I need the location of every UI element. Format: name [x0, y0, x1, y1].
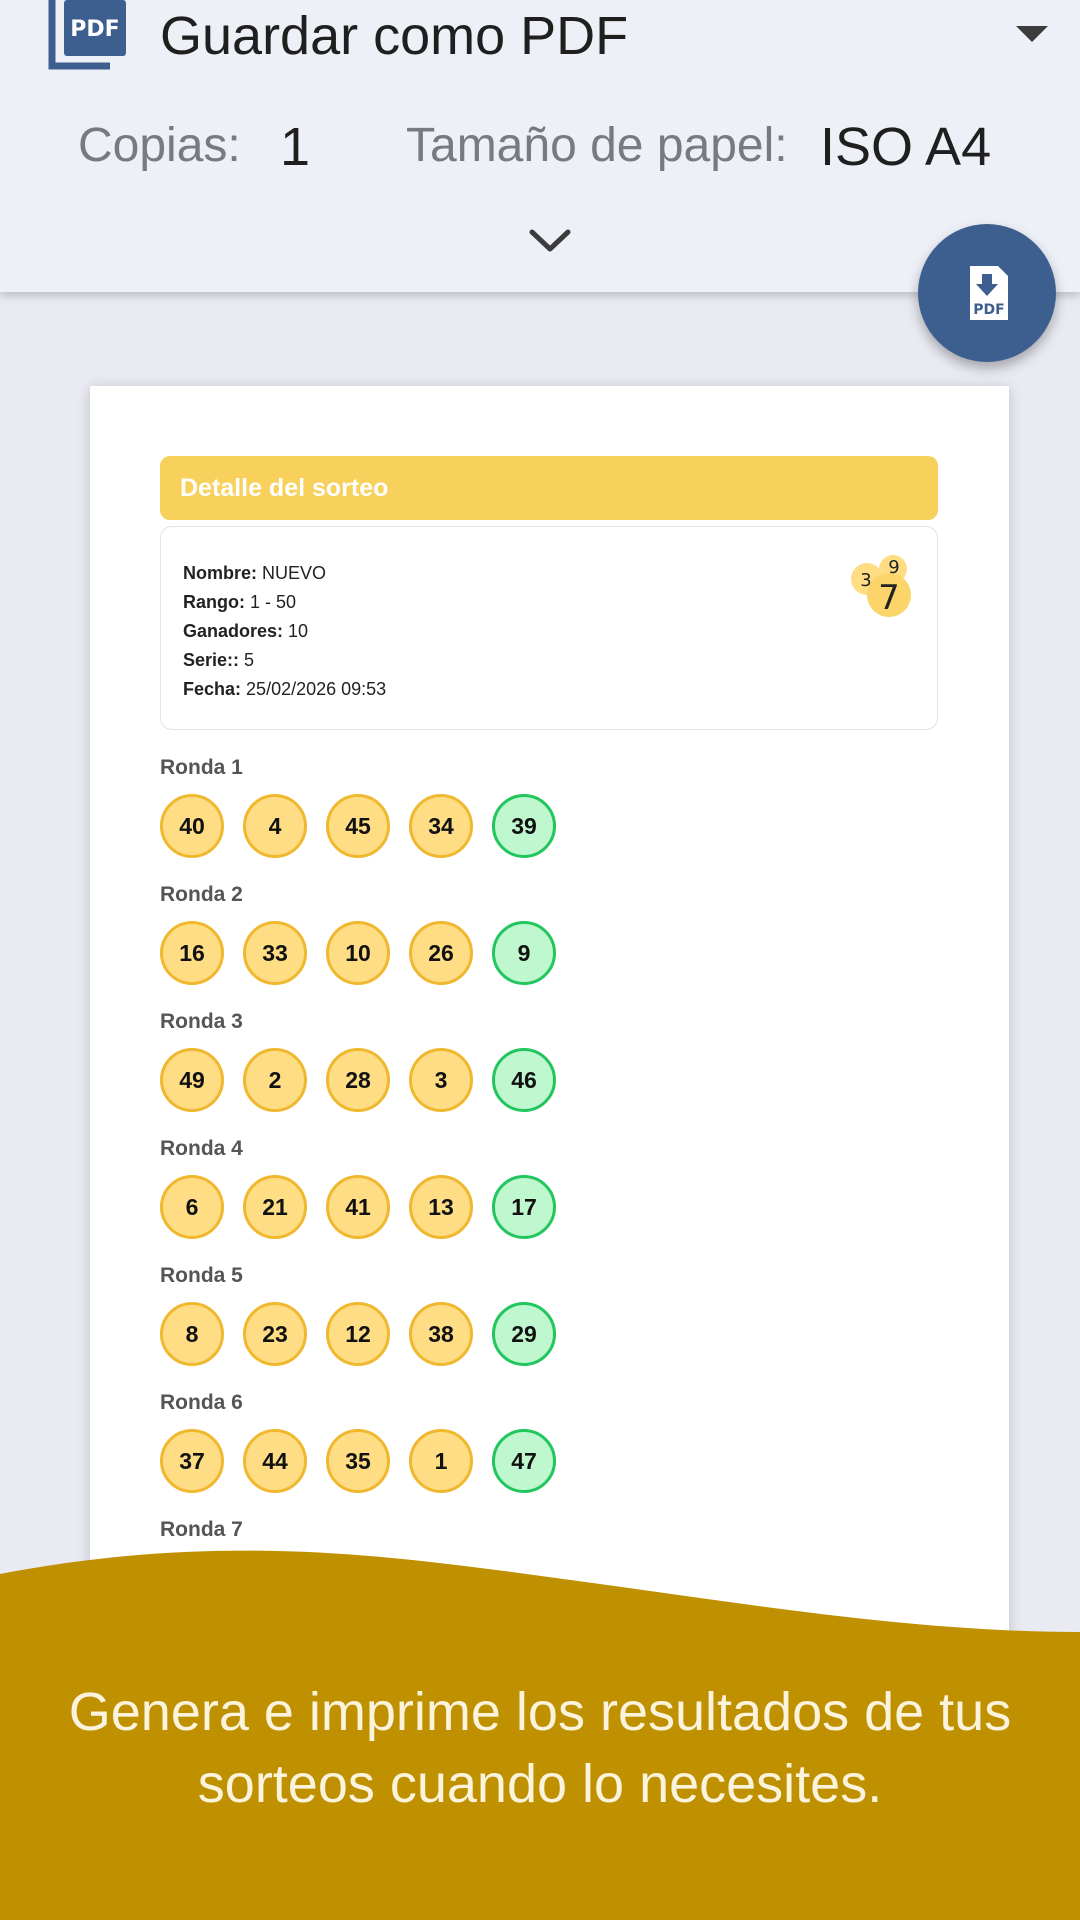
destination-select[interactable]: Guardar como PDF [160, 6, 629, 66]
info-row-series: Serie:: 5 [183, 650, 255, 670]
number-ball: 4 [243, 794, 307, 858]
series-ball: 9 [492, 921, 556, 985]
number-ball: 23 [243, 1302, 307, 1366]
svg-text:9: 9 [888, 557, 900, 578]
lottery-balls-logo-icon [845, 553, 917, 617]
info-row-range: Rango: 1 - 50 [183, 592, 297, 612]
number-ball: 44 [243, 1429, 307, 1493]
info-row-name: Nombre: NUEVO [183, 563, 327, 583]
svg-text:PDF: PDF [973, 302, 1005, 318]
round-label: Ronda 1 [160, 756, 243, 779]
series-ball: 17 [492, 1175, 556, 1239]
info-card [160, 526, 938, 730]
number-ball: 1 [409, 1429, 473, 1493]
round-label: Ronda 5 [160, 1264, 243, 1287]
number-ball: 21 [243, 1175, 307, 1239]
pdf-file-icon [48, 0, 130, 74]
series-ball: 47 [492, 1429, 556, 1493]
number-ball: 8 [160, 1302, 224, 1366]
series-ball: 39 [492, 794, 556, 858]
series-ball: 46 [492, 1048, 556, 1112]
round-label: Ronda 2 [160, 883, 243, 906]
chevron-down-icon[interactable] [528, 228, 572, 254]
pdf-download-icon [958, 264, 1016, 322]
round-label: Ronda 3 [160, 1010, 243, 1033]
svg-text:PDF: PDF [70, 17, 120, 42]
number-ball: 41 [326, 1175, 390, 1239]
number-ball: 34 [409, 794, 473, 858]
caret-down-icon[interactable] [1016, 26, 1048, 42]
svg-text:3: 3 [860, 570, 872, 591]
promo-caption: Genera e imprime los resultados de tus sorteos cuando lo necesites. [68, 1682, 1012, 1814]
number-ball: 45 [326, 794, 390, 858]
number-ball: 49 [160, 1048, 224, 1112]
document-preview-page[interactable] [90, 386, 1009, 1666]
number-ball: 6 [160, 1175, 224, 1239]
info-row-winners: Ganadores: 10 [183, 621, 309, 641]
number-ball: 3 [409, 1048, 473, 1112]
round-label: Ronda 4 [160, 1137, 243, 1160]
detail-title: Detalle del sorteo [180, 474, 389, 502]
round-label: Ronda 7 [160, 1518, 243, 1541]
number-ball: 28 [326, 1048, 390, 1112]
round-label: Ronda 6 [160, 1391, 243, 1414]
copies-value[interactable]: 1 [280, 117, 311, 177]
download-pdf-button[interactable] [918, 224, 1056, 362]
number-ball: 40 [160, 794, 224, 858]
number-ball: 26 [409, 921, 473, 985]
copies-label: Copias: [78, 119, 241, 172]
series-ball: 29 [492, 1302, 556, 1366]
number-ball: 35 [326, 1429, 390, 1493]
number-ball: 10 [326, 921, 390, 985]
number-ball: 33 [243, 921, 307, 985]
number-ball: 12 [326, 1302, 390, 1366]
info-row-date: Fecha: 25/02/2026 09:53 [183, 679, 387, 699]
number-ball: 16 [160, 921, 224, 985]
print-settings-header [0, 0, 1080, 292]
number-ball: 2 [243, 1048, 307, 1112]
paper-size-label: Tamaño de papel: [406, 119, 788, 172]
number-ball: 37 [160, 1429, 224, 1493]
number-ball: 13 [409, 1175, 473, 1239]
svg-text:7: 7 [878, 578, 900, 617]
number-ball: 38 [409, 1302, 473, 1366]
paper-size-value[interactable]: ISO A4 [820, 117, 992, 177]
detail-header [160, 456, 938, 520]
